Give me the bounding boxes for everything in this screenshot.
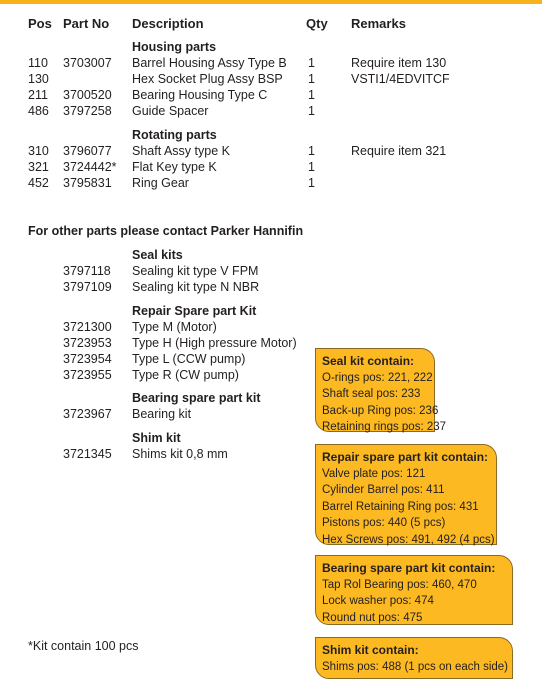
desc-cell: Bearing kit	[132, 407, 192, 421]
part-cell: 3703007	[63, 56, 112, 70]
box-title: Shim kit contain:	[322, 643, 419, 657]
header-part-no: Part No	[63, 16, 110, 31]
part-cell: 3797109	[63, 280, 112, 294]
remark-cell: VSTI1/4EDVITCF	[351, 72, 450, 86]
pos-cell: 321	[28, 160, 49, 174]
part-cell: 3723955	[63, 368, 112, 382]
part-cell: 3723953	[63, 336, 112, 350]
header-remarks: Remarks	[351, 16, 406, 31]
top-accent-bar	[0, 0, 542, 4]
pos-cell: 486	[28, 104, 49, 118]
desc-cell: Bearing Housing Type C	[132, 88, 268, 102]
box-line: Cylinder Barrel pos: 411	[322, 484, 445, 496]
part-cell: 3723967	[63, 407, 112, 421]
desc-cell: Type M (Motor)	[132, 320, 217, 334]
desc-cell: Shaft Assy type K	[132, 144, 230, 158]
shim-kit-contents-box	[315, 637, 513, 679]
box-title: Bearing spare part kit contain:	[322, 561, 496, 575]
desc-cell: Type R (CW pump)	[132, 368, 239, 382]
qty-cell: 1	[308, 104, 315, 118]
pos-cell: 452	[28, 176, 49, 190]
seal-kit-contents-box	[315, 348, 447, 433]
part-cell: 3797258	[63, 104, 112, 118]
box-line: Pistons pos: 440 (5 pcs)	[322, 517, 446, 529]
section-title-rotating: Rotating parts	[132, 128, 217, 142]
qty-cell: 1	[308, 88, 315, 102]
pos-cell: 110	[28, 56, 48, 70]
pos-cell: 130	[28, 72, 49, 86]
header-qty: Qty	[306, 16, 328, 31]
qty-cell: 1	[308, 72, 315, 86]
qty-cell: 1	[308, 144, 315, 158]
section-title-bearing-kit: Bearing spare part kit	[132, 391, 261, 405]
part-cell: 3797118	[63, 264, 111, 278]
desc-cell: Sealing kit type N NBR	[132, 280, 260, 294]
desc-cell: Barrel Housing Assy Type B	[132, 56, 287, 70]
remark-cell: Require item 130	[351, 56, 447, 70]
desc-cell: Shims kit 0,8 mm	[132, 447, 228, 461]
pos-cell: 310	[28, 144, 49, 158]
box-line: Barrel Retaining Ring pos: 431	[322, 500, 479, 513]
box-line: Shims pos: 488 (1 pcs on each side)	[322, 660, 509, 673]
section-title-housing: Housing parts	[132, 40, 217, 54]
part-cell: 3724442*	[63, 160, 117, 174]
section-title-repair-kit: Repair Spare part Kit	[132, 304, 257, 318]
part-cell: 3721300	[63, 320, 112, 334]
box-line: Tap Rol Bearing pos: 460, 470	[322, 578, 477, 591]
box-line: Shaft seal pos: 233	[322, 388, 421, 400]
desc-cell: Sealing kit type V FPM	[132, 264, 259, 278]
box-line: Back-up Ring pos: 236	[322, 404, 439, 417]
pos-cell: 211	[28, 88, 48, 102]
desc-cell: Ring Gear	[132, 176, 189, 190]
box-title: Repair spare part kit contain:	[322, 450, 489, 464]
desc-cell: Type L (CCW pump)	[132, 352, 246, 366]
contact-note: For other parts please contact Parker Hannifin	[28, 224, 304, 238]
part-cell: 3796077	[63, 144, 112, 158]
repair-kit-contents-box	[315, 444, 497, 545]
desc-cell: Hex Socket Plug Assy BSP	[132, 72, 283, 86]
qty-cell: 1	[308, 160, 315, 174]
box-line: Hex Screws pos: 491, 492 (4 pcs)	[322, 533, 495, 546]
part-cell: 3723954	[63, 352, 112, 366]
header-description: Description	[132, 16, 204, 31]
section-title-shim-kit: Shim kit	[132, 431, 181, 445]
box-line: Retaining rings pos: 237	[322, 421, 447, 433]
part-cell: 3700520	[63, 88, 112, 102]
footnote: *Kit contain 100 pcs	[28, 639, 139, 653]
qty-cell: 1	[308, 56, 315, 70]
part-cell: 3795831	[63, 176, 112, 190]
remark-cell: Require item 321	[351, 144, 447, 158]
box-line: Valve plate pos: 121	[322, 467, 426, 480]
box-line: Lock washer pos: 474	[322, 595, 434, 607]
bearing-kit-contents-box	[315, 555, 513, 625]
box-line: O-rings pos: 221, 222	[322, 371, 433, 384]
desc-cell: Guide Spacer	[132, 104, 209, 118]
section-title-seal-kits: Seal kits	[132, 248, 183, 262]
desc-cell: Flat Key type K	[132, 160, 217, 174]
box-line: Round nut pos: 475	[322, 611, 423, 624]
header-pos: Pos	[28, 16, 52, 31]
part-cell: 3721345	[63, 447, 112, 461]
box-title: Seal kit contain:	[322, 354, 415, 368]
qty-cell: 1	[308, 176, 315, 190]
desc-cell: Type H (High pressure Motor)	[132, 336, 297, 350]
